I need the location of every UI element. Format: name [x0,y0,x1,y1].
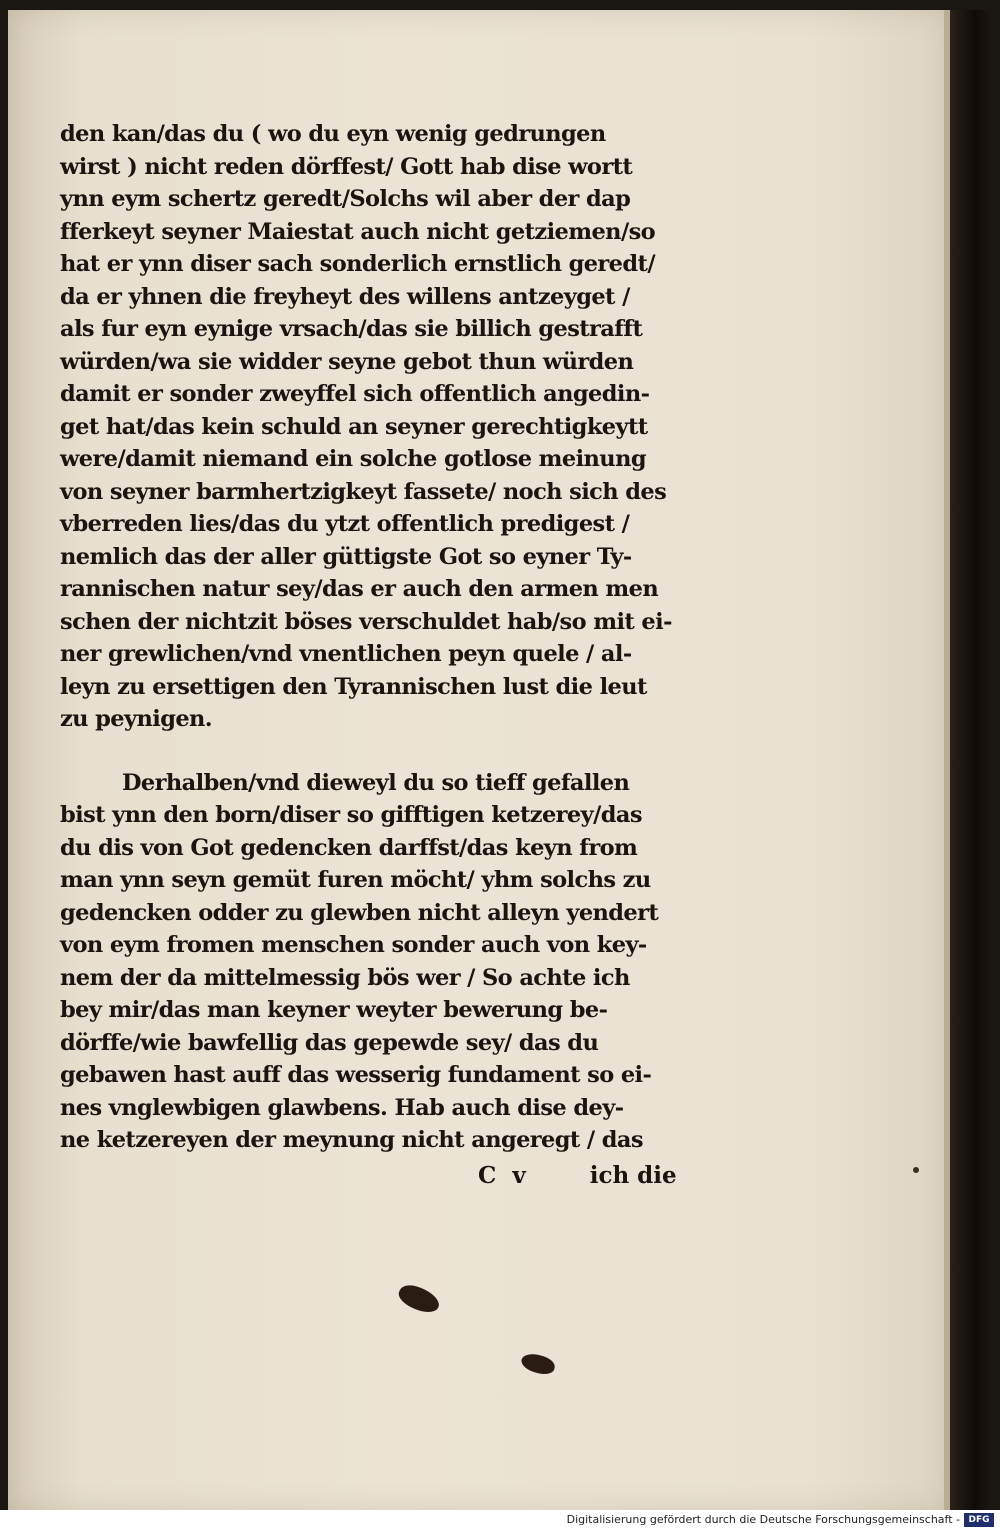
text-line: ne ketzereyen der meynung nicht angeregt / das [60,1127,643,1153]
dfg-logo-icon: DFG [964,1513,994,1527]
text-line: man ynn seyn gemüt furen möcht/ yhm solchs zu [60,867,651,893]
text-line: nemlich das der aller güttigste Got so eyner Ty- [60,543,632,570]
credit-text: Digitalisierung gefördert durch die Deutsche Forschungsgemeinschaft - [566,1513,960,1526]
text-line: als fur eyn eynige vrsach/das sie billich gestrafft [60,316,643,342]
text-line: von eym fromen menschen sonder auch von key- [60,932,647,958]
text-line: gebawen hast auff das wesserig fundament so ei- [60,1062,652,1088]
text-line: den kan/das du ( wo du eyn wenig gedrungen [60,121,606,147]
text-line: von seyner barmhertzigkeyt fassete/ noch sich des [60,478,667,505]
body-text [60,118,710,1157]
text-line: nes vnglewbigen glawbens. Hab auch dise dey- [60,1094,624,1121]
ink-blot [520,1352,557,1377]
text-line: schen der nichtzit böses verschuldet hab/so mit ei- [60,608,672,635]
text-line: nem der da mittelmessig bös wer / So achte ich [60,964,630,991]
paragraph-2 [60,767,710,1157]
credit-bar [0,1510,1000,1531]
text-line: ynn eym schertz geredt/Solchs wil aber der dap [60,186,631,212]
text-line: bist ynn den born/diser so gifftigen ketzerey/das [60,802,642,828]
text-line: ner grewlichen/vnd vnentlichen peyn quele / al- [60,641,632,667]
text-line: hat er ynn diser sach sonderlich ernstlich geredt/ [60,251,655,277]
text-line: würden/wa sie widder seyne gebot thun würden [60,348,634,375]
text-line: gedencken odder zu glewben nicht alleyn yendert [60,899,659,926]
text-line: fferkeyt seyner Maiestat auch nicht getziemen/so [60,218,656,245]
text-line: damit er sonder zweyffel sich offentlich angedin- [60,381,650,407]
text-line: wirst ) nicht reden dörffest/ Gott hab dise wortt [60,153,633,180]
text-line: zu peynigen. [60,706,213,732]
catchword: ich die [589,1162,677,1189]
page-footer [478,1162,708,1189]
text-line: bey mir/das man keyner weyter bewerung be- [60,997,608,1023]
signature-mark: C v [478,1162,530,1189]
text-line: were/damit niemand ein solche gotlose meinung [60,446,646,472]
text-line: Derhalben/vnd dieweyl du so tieff gefallen [122,769,630,796]
text-line: da er yhnen die freyheyt des willens antzeyget / [60,283,630,310]
text-line: get hat/das kein schuld an seyner gerechtigkeytt [60,413,648,440]
text-line: leyn zu ersettigen den Tyrannischen lust die leut [60,673,647,700]
text-line: vberreden lies/das du ytzt offentlich predigest / [60,511,630,537]
book-page [8,10,950,1510]
text-line: du dis von Got gedencken darffst/das keyn from [60,834,638,861]
text-line: dörffe/wie bawfellig das gepewde sey/ das du [60,1029,599,1056]
ink-blot [395,1279,442,1318]
paragraph-gap [60,736,710,767]
text-line: rannischen natur sey/das er auch den armen men [60,576,659,602]
paragraph-1 [60,118,710,736]
ink-speck [913,1167,919,1173]
page-edge-shadow [950,10,992,1510]
